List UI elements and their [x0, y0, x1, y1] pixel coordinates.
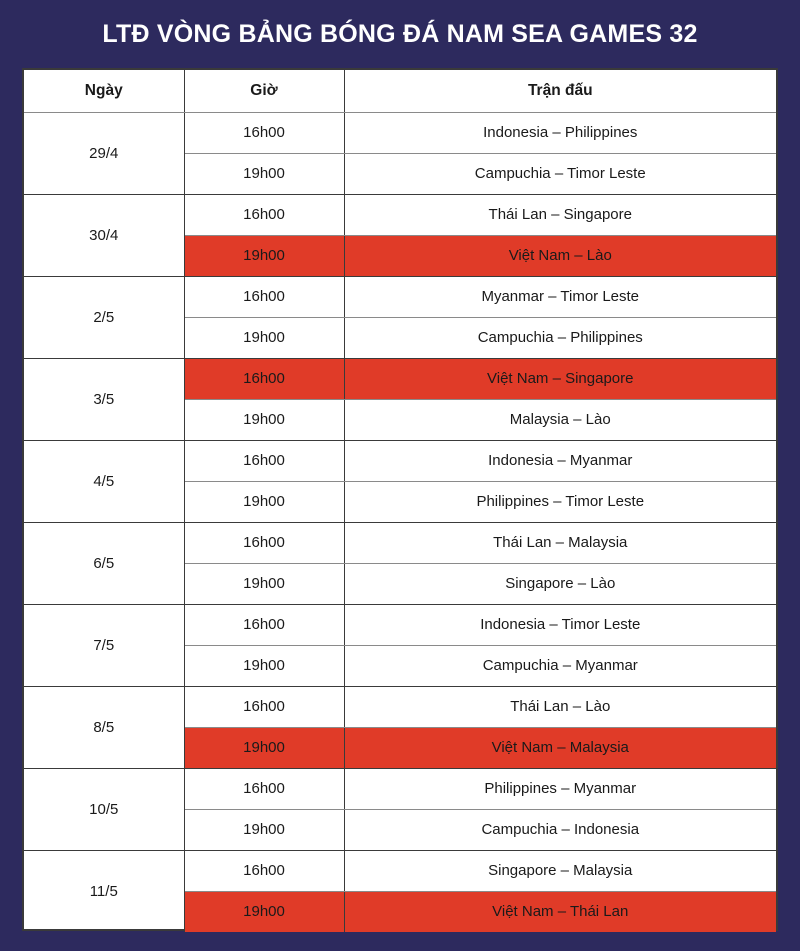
table-row: [24, 276, 776, 317]
match-fixture-cell: Philippines – Timor Leste: [476, 493, 645, 510]
schedule-table: [24, 70, 776, 932]
match-fixture-cell: Myanmar – Timor Leste: [344, 276, 776, 317]
match-time-cell: 19h00: [184, 891, 344, 932]
match-time-cell: 16h00: [184, 768, 344, 809]
match-time-cell: 16h00: [184, 112, 344, 153]
match-fixture-cell: Singapore – Malaysia: [344, 850, 776, 891]
table-row: [24, 604, 776, 645]
match-fixture-cell: Campuchia – Indonesia: [481, 821, 640, 838]
page-title: LTĐ VÒNG BẢNG BÓNG ĐÁ NAM SEA GAMES 32: [102, 19, 698, 48]
column-header-time: Giờ: [184, 70, 344, 112]
match-fixture-cell: Việt Nam – Thái Lan: [344, 891, 776, 932]
match-fixture-cell: Thái Lan – Singapore: [344, 194, 776, 235]
schedule-table-container: [22, 68, 778, 931]
match-time-cell: 16h00: [184, 194, 344, 235]
match-fixture-cell: Campuchia – Philippines: [477, 329, 643, 346]
match-time-cell: 19h00: [184, 235, 344, 276]
match-fixture-cell: Thái Lan – Lào: [344, 686, 776, 727]
match-fixture-cell: Việt Nam – Lào: [344, 235, 776, 276]
match-time-cell: 19h00: [184, 317, 344, 358]
table-row: [24, 768, 776, 809]
match-time-cell: 16h00: [184, 358, 344, 399]
match-fixture-cell: Campuchia – Timor Leste: [474, 165, 646, 182]
match-time-cell: 16h00: [184, 276, 344, 317]
match-fixture-cell: Campuchia – Myanmar: [482, 657, 638, 674]
header-row: [24, 70, 776, 112]
match-time-cell: 19h00: [184, 645, 344, 686]
match-fixture-cell: Việt Nam – Singapore: [344, 358, 776, 399]
column-header-match: Trận đấu: [344, 70, 776, 112]
match-date-cell: 6/5: [24, 522, 184, 604]
match-date-cell: 2/5: [24, 276, 184, 358]
match-fixture-cell: Malaysia – Lào: [509, 411, 611, 428]
match-time-cell: 19h00: [184, 481, 344, 522]
match-fixture-cell: Indonesia – Myanmar: [344, 440, 776, 481]
column-header-date: Ngày: [24, 70, 184, 112]
match-fixture-cell: Việt Nam – Malaysia: [344, 727, 776, 768]
table-row: [24, 112, 776, 153]
match-fixture-cell: Singapore – Lào: [505, 575, 616, 592]
match-time-cell: 16h00: [184, 440, 344, 481]
table-row: [24, 440, 776, 481]
match-time-cell: 19h00: [184, 153, 344, 194]
match-date-cell: 3/5: [24, 358, 184, 440]
match-date-cell: 10/5: [24, 768, 184, 850]
match-fixture-cell: Indonesia – Philippines: [344, 112, 776, 153]
match-time-cell: 16h00: [184, 686, 344, 727]
table-row: [24, 522, 776, 563]
match-time-cell: 19h00: [184, 563, 344, 604]
match-time-cell: 19h00: [184, 399, 344, 440]
table-header: [24, 70, 776, 112]
table-row: [24, 358, 776, 399]
match-time-cell: 19h00: [184, 809, 344, 850]
match-date-cell: 30/4: [24, 194, 184, 276]
table-row: [24, 194, 776, 235]
match-time-cell: 19h00: [184, 727, 344, 768]
match-fixture-cell: Indonesia – Timor Leste: [344, 604, 776, 645]
table-row: [24, 686, 776, 727]
match-date-cell: 7/5: [24, 604, 184, 686]
match-date-cell: 29/4: [24, 112, 184, 194]
match-fixture-cell: Philippines – Myanmar: [344, 768, 776, 809]
table-row: [24, 850, 776, 891]
table-body: [24, 112, 776, 932]
match-time-cell: 16h00: [184, 522, 344, 563]
match-time-cell: 16h00: [184, 604, 344, 645]
match-fixture-cell: Thái Lan – Malaysia: [344, 522, 776, 563]
match-time-cell: 16h00: [184, 850, 344, 891]
match-date-cell: 8/5: [24, 686, 184, 768]
match-date-cell: 11/5: [24, 850, 184, 932]
match-date-cell: 4/5: [24, 440, 184, 522]
